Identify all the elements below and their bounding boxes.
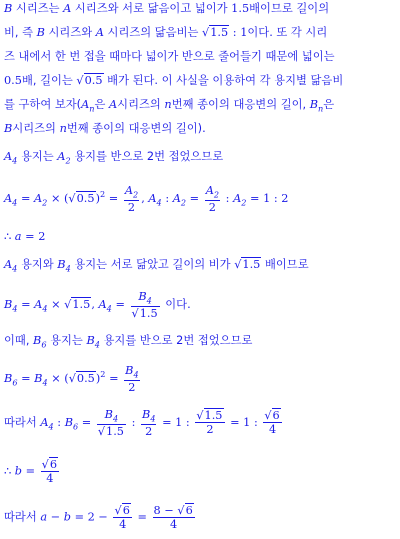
text: 은 xyxy=(94,98,106,111)
value-1-5: 1.5 xyxy=(231,2,250,15)
text: 시리즈와 xyxy=(48,26,93,39)
text: 용지는 xyxy=(20,150,54,163)
text: 시리즈의 닮음비는 xyxy=(107,26,199,39)
text-line-6 xyxy=(4,122,206,136)
colon: : xyxy=(232,26,237,39)
var-A: A xyxy=(109,98,118,111)
text: 즈 내에서 한 번 접을 때마다 넓이가 반으로 줄어들기 때문에 넓이는 xyxy=(4,50,335,63)
fraction: $\frac{B_4}{√1.5}$ xyxy=(131,290,158,320)
var-n: n xyxy=(164,98,172,111)
radicand: 0.5 xyxy=(84,74,103,87)
var-A: A xyxy=(63,2,72,15)
fraction: $\frac{A_2}{2}$ xyxy=(205,184,220,214)
var-n: n xyxy=(59,122,67,135)
text-line-2 xyxy=(4,26,327,40)
text: 용지는 서로 닮았고 길이의 비가 xyxy=(74,258,231,271)
text: 번째 종이의 대응변의 길이, xyxy=(171,98,307,111)
text: 를 구하여 보자( xyxy=(4,98,82,111)
equation-5: 따라서 a − b = 2 − $\frac{√6}{4}$ = $\frac{8 - √6}{4}$ xyxy=(4,504,193,531)
sqrt-sign: √ xyxy=(76,74,84,87)
text: 배이므로 길이의 xyxy=(249,2,330,15)
text: 이다. xyxy=(165,297,191,311)
equation-4: 따라서 $A_4$ : $B_6$ = $\frac{B_4}{√1.5}$ : $\frac{B_4}{2}$ = 1 : $\frac{√1.5}{2}$ = 1 : $\frac{√6}{4}$ xyxy=(4,408,280,438)
text: 따라서 xyxy=(4,415,37,429)
var-B: B xyxy=(4,122,13,135)
text: 배가 된다. 이 사실을 이용하여 각 용지별 닮음비 xyxy=(107,74,344,87)
fraction: $\frac{B_4}{√1.5}$ xyxy=(97,408,124,438)
text: 시리즈와 xyxy=(74,2,119,15)
var-A2: $A_2$ xyxy=(57,150,71,166)
fraction: $\frac{8 - √6}{4}$ xyxy=(153,504,193,531)
equation-1: $A_4 = A_2 \times (√0.5)^2$ = $\frac{A_2}{2}$ , $A_4$ : $A_2$ = $\frac{A_2}{2}$ : $A_2 = 1$ : 2 xyxy=(4,184,289,214)
var-An: $A_n$ xyxy=(81,98,95,114)
fraction: $\frac{√6}{4}$ xyxy=(41,458,58,485)
text-line-12: 이때, $B_6$ 용지는 $B_4$ 용지를 반으로 2번 접었으므로 xyxy=(4,334,253,350)
text: 비, 즉 xyxy=(4,26,34,39)
fraction: $\frac{B_4}{2}$ xyxy=(142,408,156,438)
var-Bn: $B_n$ xyxy=(309,98,324,114)
text: 배이므로 xyxy=(264,258,309,271)
sqrt-0-5 xyxy=(76,74,103,88)
fraction: $\frac{B_4}{2}$ xyxy=(125,364,139,394)
text-line-5 xyxy=(4,98,334,113)
radicand: 1.5 xyxy=(210,26,229,39)
fraction: $\frac{√6}{4}$ xyxy=(264,409,280,437)
text: 용지와 xyxy=(20,258,54,271)
equation-2: $B_4 = A_4 \times √1.5$, $A_4$ = $\frac{B_4}{√1.5}$ 이다. xyxy=(4,290,191,320)
text-line-7 xyxy=(4,150,223,165)
text: 시리즈는 xyxy=(15,2,60,15)
text: 용지를 반으로 2번 접었으므로 xyxy=(74,150,224,163)
text: 따라서 xyxy=(4,510,37,524)
value-0-5: 0.5 xyxy=(4,74,22,87)
fraction: $\frac{√1.5}{2}$ xyxy=(196,409,223,437)
sqrt-sign: √ xyxy=(202,26,210,39)
value-1: 1 xyxy=(240,26,248,39)
text-line-4 xyxy=(4,74,343,88)
var-A4: $A_4$ xyxy=(4,150,18,166)
fraction: $\frac{√6}{4}$ xyxy=(114,504,130,531)
text: 번째 종이의 대응변의 길이). xyxy=(66,122,206,135)
var-B: B xyxy=(36,26,45,39)
var-A: A xyxy=(95,26,104,39)
text: 시리즈의 xyxy=(12,122,56,135)
text: 용지를 반으로 2번 접었으므로 xyxy=(103,334,253,347)
text: 배, 길이는 xyxy=(21,74,73,87)
text: 시리즈의 xyxy=(117,98,161,111)
fraction: $\frac{A_2}{2}$ xyxy=(124,184,139,214)
equation-3: $B_6 = B_4 \times (√0.5)^2$ = $\frac{B_4}{2}$ xyxy=(4,364,139,394)
text-line-10: $A_4$ 용지와 $B_4$ 용지는 서로 닮았고 길이의 비가 √1.5 배이므로 xyxy=(4,258,309,274)
text-line-1 xyxy=(4,2,329,16)
text: 용지는 xyxy=(50,334,83,347)
var-B: B xyxy=(4,2,13,15)
text: 이때, xyxy=(4,334,30,347)
result-b: ∴ b = $\frac{√6}{4}$ xyxy=(4,458,58,485)
text: 서로 닮음이고 넓이가 xyxy=(122,2,228,15)
text: 이다. 또 각 시리 xyxy=(247,26,328,39)
sqrt-1-5 xyxy=(202,26,229,40)
result-a: ∴ a = 2 xyxy=(4,230,46,243)
text: 은 xyxy=(323,98,335,111)
text-line-3 xyxy=(4,50,335,64)
